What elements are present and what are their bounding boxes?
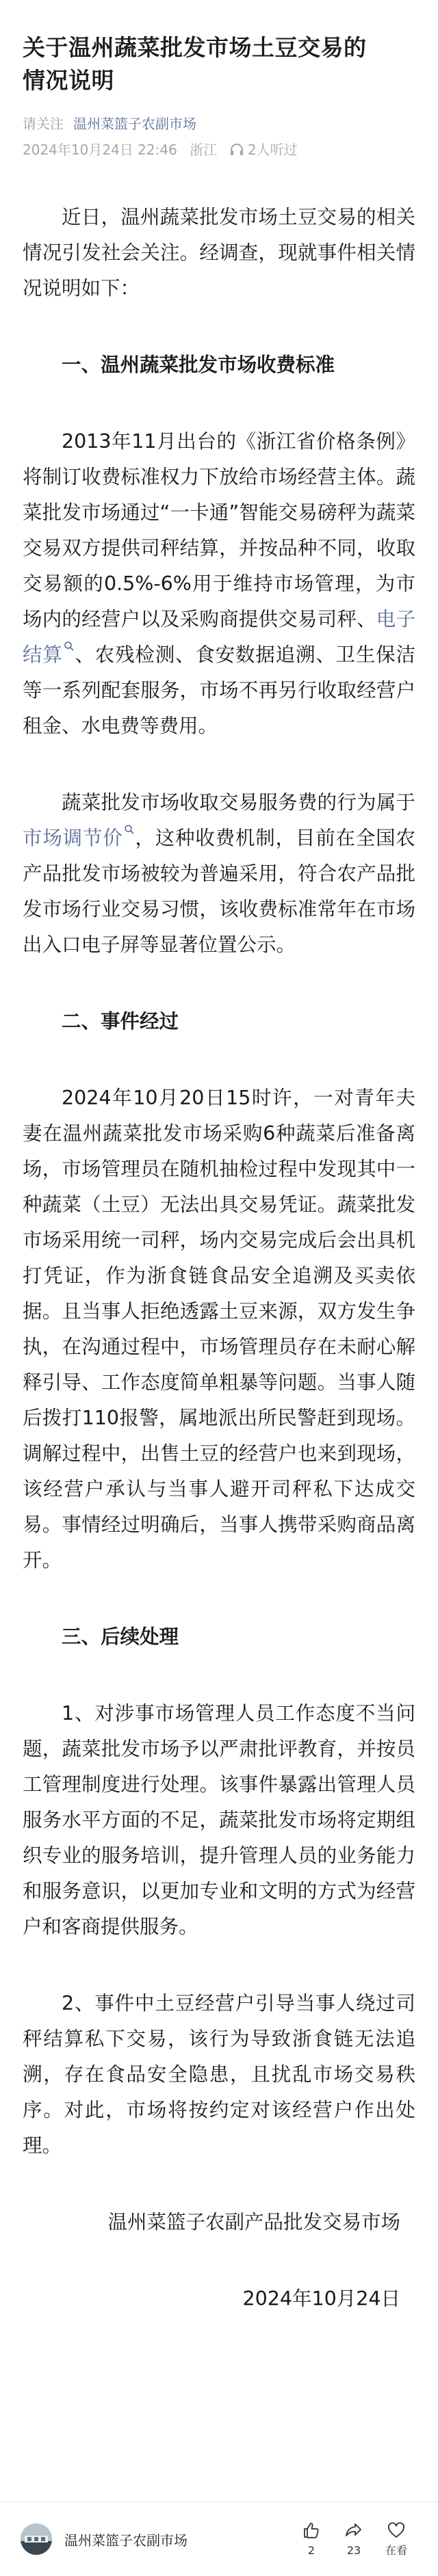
intro-paragraph: 近日，温州蔬菜批发市场土豆交易的相关情况引发社会关注。经调查，现就事件相关情况说明如下： bbox=[23, 206, 415, 300]
viewing-button[interactable] bbox=[375, 2521, 417, 2558]
like-count: 2 bbox=[307, 2544, 315, 2557]
section-2-heading: 二、事件经过 bbox=[62, 1010, 179, 1033]
s1-p2-text-b: ，这种收费机制，目前在全国农产品批发市场被较为普遍采用，符合农产品批发市场行业交易习惯，该收费标准常年在市场出入口电子屏等显著位置公示。 bbox=[23, 827, 415, 956]
section-1-paragraph-2 bbox=[23, 785, 415, 963]
action-group bbox=[290, 2521, 417, 2558]
listen-count: 2人听过 bbox=[247, 142, 298, 158]
article-meta bbox=[23, 114, 415, 134]
avatar[interactable] bbox=[21, 2523, 52, 2555]
section-3-paragraph-2: 2、事件中土豆经营户引导当事人绕过司秤结算私下交易，该行为导致浙食链无法追溯，存在食品安全隐患，且扰乱市场交易秩序。对此，市场将按约定对该经营户作出处理。 bbox=[23, 1992, 415, 2157]
s1-p2-text-a: 蔬菜批发市场收取交易服务费的行为属于 bbox=[62, 791, 415, 814]
viewing-label: 在看 bbox=[385, 2544, 407, 2557]
search-icon bbox=[124, 824, 135, 835]
search-icon bbox=[64, 641, 75, 652]
section-1-paragraph-1 bbox=[23, 424, 415, 744]
s1-p1-text-a: 2013年11月出台的《浙江省价格条例》将制订收费标准权力下放给市场经营主体。蔬菜批发市场通过“一卡通”智能交易磅秤为蔬菜交易双方提供司秤结算，并按品种不同，收取交易额的0.5%-6%用于维持市场管理，为市场内的经营户以及采购商提供交易司秤、 bbox=[23, 430, 415, 630]
bottom-bar bbox=[0, 2502, 438, 2576]
listen-info[interactable] bbox=[230, 142, 306, 158]
thumbs-up-icon bbox=[302, 2521, 321, 2540]
share-button[interactable] bbox=[333, 2521, 375, 2558]
section-2-paragraph: 2024年10月20日15时许，一对青年夫妻在温州蔬菜批发市场采购6种蔬菜后准备离场，市场管理员在随机抽检过程中发现其中一种蔬菜（土豆）无法出具交易凭证。蔬菜批发市场采用统一司秤，场内交易完成后会出具机打凭证，作为浙食链食品安全追溯及买卖依据。且当事人拒绝透露土豆来源，双方发生争执，在沟通过程中，市场管理员存在未耐心解释引导、工作态度简单粗暴等问题。当事人随后拨打110报警，属地派出所民警赶到现场。调解过程中，出售土豆的经营户也来到现场，该经营户承认与当事人避开司秤私下达成交易。事情经过明确后，当事人携带采购商品离开。 bbox=[23, 1087, 415, 1571]
electronic-settlement-link[interactable]: 电子结算 bbox=[23, 608, 415, 666]
market-price-link[interactable]: 市场调节价 bbox=[23, 827, 123, 849]
account-link[interactable]: 温州菜篮子农副市场 bbox=[73, 116, 196, 132]
article-title bbox=[23, 31, 415, 97]
signature-date: 2024年10月24日 bbox=[242, 2287, 400, 2310]
like-button[interactable] bbox=[290, 2521, 333, 2558]
meta-prefix: 请关注 bbox=[23, 116, 64, 132]
headphone-icon bbox=[230, 144, 244, 156]
avatar-image bbox=[21, 2523, 52, 2555]
section-3-heading: 三、后续处理 bbox=[62, 1625, 179, 1648]
publish-date: 2024年10月24日 22:46 bbox=[23, 142, 177, 158]
bottom-account-name[interactable]: 温州菜篮子农副市场 bbox=[64, 2532, 188, 2549]
publish-location: 浙江 bbox=[190, 142, 218, 158]
share-icon bbox=[344, 2521, 363, 2540]
signature: 温州菜篮子农副产品批发交易市场 bbox=[107, 2211, 400, 2233]
title-line-1: 关于温州蔬菜批发市场土豆交易的 bbox=[23, 34, 367, 61]
section-3-paragraph-1: 1、对涉事市场管理人员工作态度不当问题，蔬菜批发市场予以严肃批评教育，并按员工管理制度进行处理。该事件暴露出管理人员服务水平方面的不足，蔬菜批发市场将定期组织专业的服务培训，提升管理人员的业务能力和服务意识，以更加专业和文明的方式为经营户和客商提供服务。 bbox=[23, 1702, 415, 1938]
article-meta-2 bbox=[23, 140, 415, 160]
section-1-heading: 一、温州蔬菜批发市场收费标准 bbox=[62, 354, 335, 376]
title-line-2: 情况说明 bbox=[23, 67, 114, 94]
article-body bbox=[23, 200, 415, 2317]
share-count: 23 bbox=[346, 2544, 361, 2557]
heart-icon bbox=[387, 2521, 406, 2540]
s1-p1-text-b: 、农残检测、食安数据追溯、卫生保洁等一系列配套服务，市场不再另行收取经营户租金、水电费等费用。 bbox=[23, 643, 415, 737]
